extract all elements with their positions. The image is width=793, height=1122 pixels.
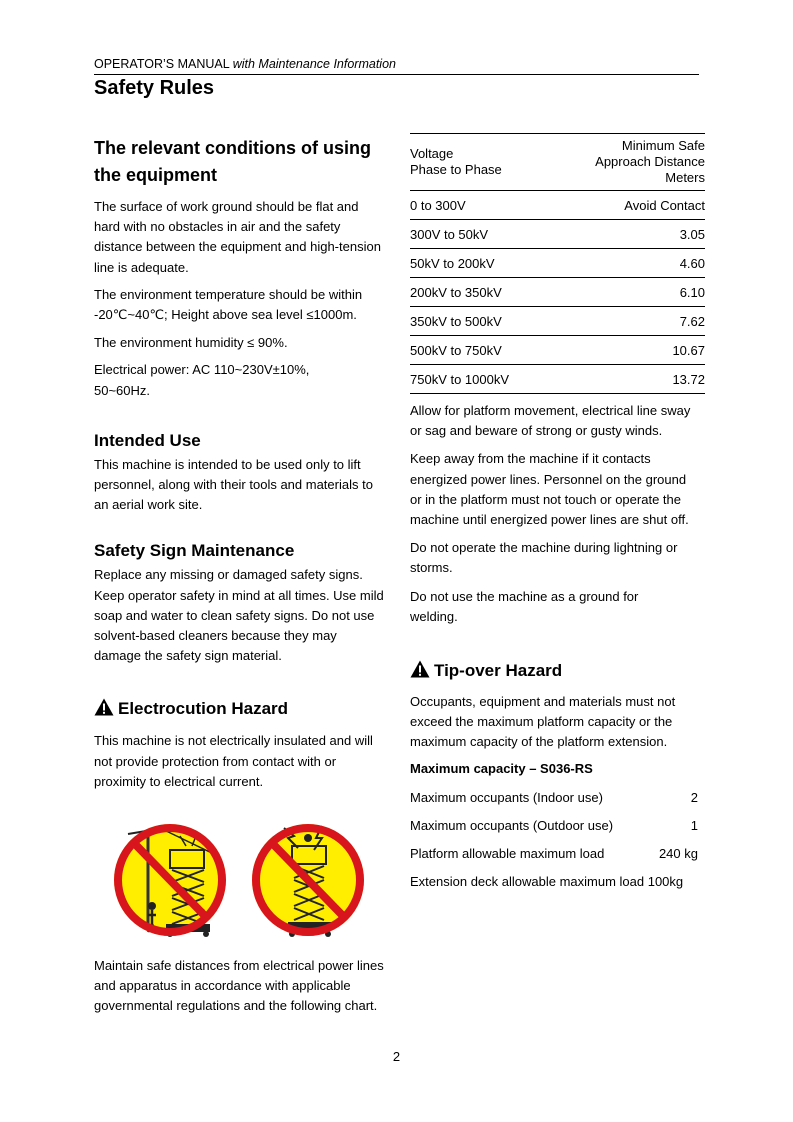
capacity-value: 2 — [690, 789, 698, 805]
conditions-power-text: Electrical power: AC 110~230V±10%, 50~60Hz. — [94, 362, 310, 398]
distance-cell: 13.72 — [550, 365, 705, 394]
capacity-value: 1 — [690, 817, 698, 833]
intended-use-text: This machine is intended to be used only to lift personnel, along with their tools and materials to an aerial work site. — [94, 456, 373, 513]
table-row — [410, 336, 705, 365]
capacity-label: Maximum occupants (Outdoor use) — [410, 817, 614, 833]
distance-cell: 10.67 — [550, 336, 705, 365]
warning-triangle-icon — [94, 698, 114, 716]
warning-triangle-icon — [410, 660, 430, 678]
electrocution-heading — [94, 698, 386, 720]
manual-subtitle: with Maintenance Information — [232, 57, 396, 71]
manual-title: OPERATOR’S MANUAL — [94, 57, 230, 71]
tip-over-heading-text: Tip-over Hazard — [434, 661, 563, 681]
conditions-humidity-text: The environment humidity ≤ 90%. — [94, 335, 288, 351]
voltage-header-line1: Voltage — [410, 146, 454, 161]
lightning-text: Do not operate the machine during lightning or storms. — [410, 540, 678, 576]
voltage-cell: 300V to 50kV — [410, 220, 550, 249]
table-row — [410, 278, 705, 307]
electrocution-heading-text: Electrocution Hazard — [118, 699, 289, 719]
list-item — [410, 784, 698, 812]
table-row — [410, 220, 705, 249]
no-lightning-operation-sign — [252, 824, 364, 937]
extension-capacity-text: Extension deck allowable maximum load 100kg — [410, 873, 684, 889]
list-item — [410, 812, 698, 840]
list-item — [410, 840, 698, 868]
capacity-label: Maximum occupants (Indoor use) — [410, 789, 603, 805]
welding-ground-text: Do not use the machine as a ground for welding. — [410, 588, 639, 624]
conditions-heading-line2: the equipment — [94, 165, 218, 185]
voltage-cell: 0 to 300V — [410, 191, 550, 220]
running-header — [94, 57, 396, 71]
header-rule — [94, 74, 699, 75]
list-item — [410, 868, 698, 896]
table-row — [410, 365, 705, 394]
no-overhead-line-contact-sign — [114, 824, 226, 937]
approach-distance-table — [410, 133, 705, 394]
table-row — [410, 249, 705, 278]
conditions-ground-text: The surface of work ground should be flat and hard with no obstacles in air and the safety distance between the equipment and high-tension line is adequate. — [94, 199, 381, 275]
conditions-temperature-text: The environment temperature should be within -20℃~40℃; Height above sea level ≤1000m. — [94, 286, 363, 323]
conditions-heading — [94, 135, 386, 189]
distance-header-line2: Approach Distance — [595, 154, 705, 169]
distance-cell: 7.62 — [550, 307, 705, 336]
capacity-label: Platform allowable maximum load — [410, 845, 605, 861]
voltage-cell: 200kV to 350kV — [410, 278, 550, 307]
distance-header-line3: Meters — [665, 170, 705, 185]
voltage-cell: 500kV to 750kV — [410, 336, 550, 365]
tip-over-text: Occupants, equipment and materials must not exceed the maximum platform capacity or the maximum capacity of the platform extension. — [410, 694, 676, 750]
table-row — [410, 307, 705, 336]
electrocution-text: This machine is not electrically insulated and will not provide protection from contact with or proximity to electrical current. — [94, 733, 373, 789]
table-row — [410, 191, 705, 220]
table-header-row — [410, 134, 705, 191]
distance-cell: Avoid Contact — [550, 191, 705, 220]
voltage-cell: 750kV to 1000kV — [410, 365, 550, 394]
voltage-header-line2: Phase to Phase — [410, 162, 502, 177]
right-column — [410, 133, 705, 896]
distance-header-line1: Minimum Safe — [621, 138, 705, 153]
page-title: Safety Rules — [94, 77, 215, 99]
distance-header — [550, 134, 705, 191]
distance-cell: 6.10 — [550, 278, 705, 307]
voltage-header — [410, 134, 550, 191]
sign-maintenance-heading: Safety Sign Maintenance — [94, 541, 295, 561]
sign-maintenance-text: Replace any missing or damaged safety signs. Keep operator safety in mind at all times. Use mild soap and water to clean safety signs. Do not use solvent-based cleaners because they may damage the safety sign material. — [94, 567, 384, 664]
tip-over-heading — [410, 660, 700, 682]
intended-use-heading: Intended Use — [94, 430, 201, 450]
page-number: 2 — [392, 1049, 401, 1064]
voltage-cell: 50kV to 200kV — [410, 249, 550, 278]
voltage-cell: 350kV to 500kV — [410, 307, 550, 336]
capacity-list — [410, 784, 698, 896]
left-column — [94, 135, 386, 792]
capacity-title: Maximum capacity – S036-RS — [410, 760, 593, 776]
safe-distance-text: Maintain safe distances from electrical power lines and apparatus in accordance with applicable governmental regulations and the following chart. — [94, 958, 384, 1014]
power-lines-contact-text: Keep away from the machine if it contacts energized power lines. Personnel on the ground or in the platform must not touch or operate the machine until energized power lines are shut off. — [410, 451, 689, 528]
distance-cell: 4.60 — [550, 249, 705, 278]
distance-cell: 3.05 — [550, 220, 705, 249]
capacity-value: 240 kg — [658, 845, 698, 861]
platform-movement-text: Allow for platform movement, electrical line sway or sag and beware of strong or gusty winds. — [410, 403, 691, 439]
conditions-heading-line1: The relevant conditions of using — [94, 138, 372, 158]
electrocution-signs — [108, 816, 370, 944]
